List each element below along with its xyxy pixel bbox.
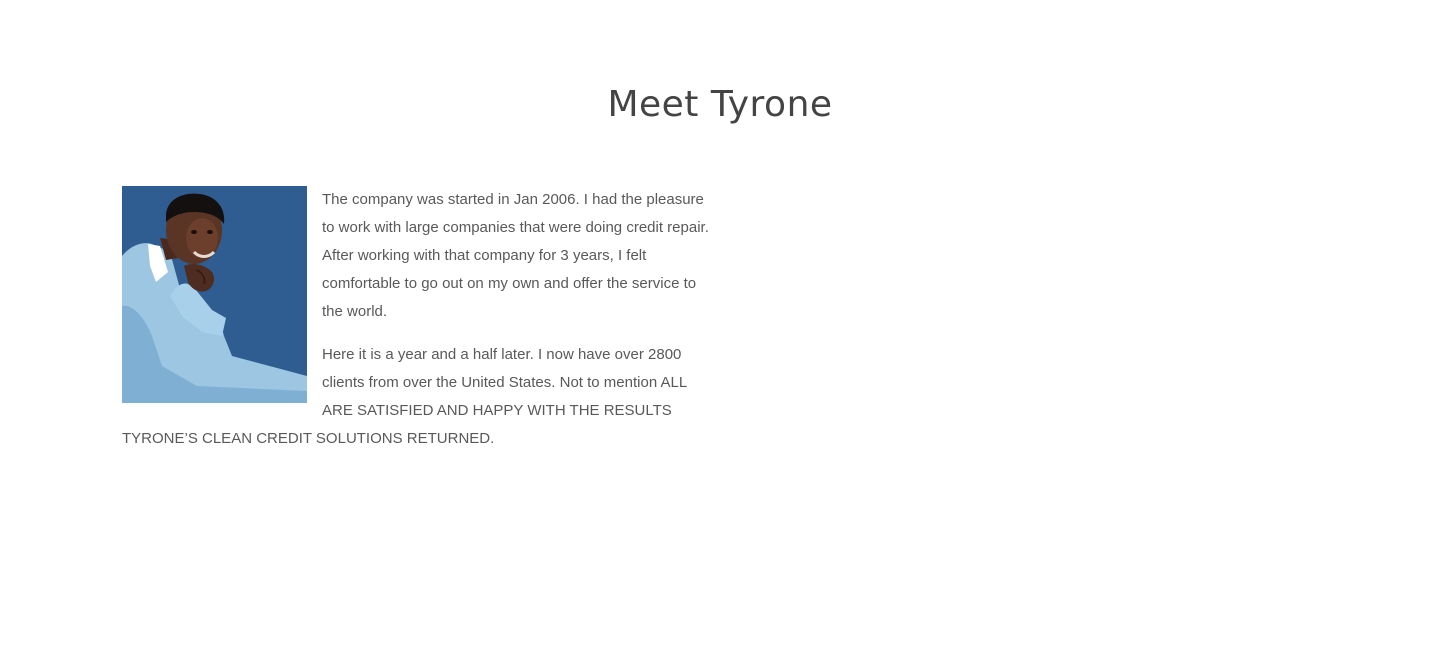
about-paragraph-2: Here it is a year and a half later. I now have over 2800 clients from over the United States. Not to mention ALL ARE SATISFIED AND HAPPY WITH THE RESULTS TYRONE’S CLEAN CREDIT SOLUTIONS RETURNED. xyxy=(122,346,687,447)
about-paragraph-1: The company was started in Jan 2006. I had the pleasure to work with large companies that were doing credit repair. After working with that company for 3 years, I felt comfortable to go out on my own and offer the service to the world. xyxy=(322,191,709,320)
portrait-photo xyxy=(122,186,307,403)
section-title: Meet Tyrone xyxy=(607,84,833,125)
about-content xyxy=(122,186,712,468)
